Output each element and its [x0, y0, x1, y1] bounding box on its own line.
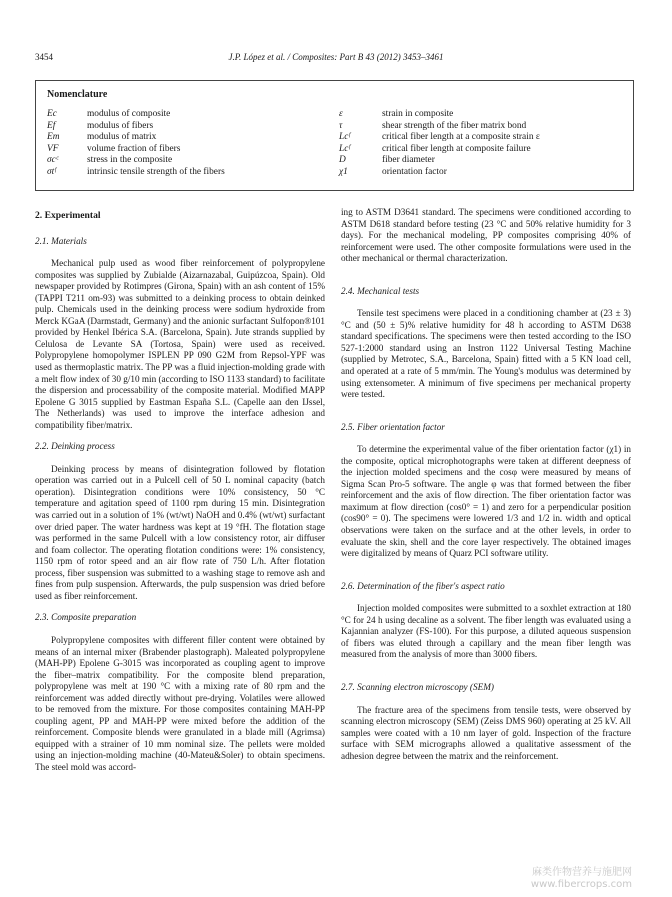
nomenclature-desc: modulus of matrix — [87, 132, 157, 142]
section-heading: 2. Experimental — [35, 210, 101, 221]
subsection-heading: 2.7. Scanning electron microscopy (SEM) — [341, 681, 494, 692]
paragraph: Polypropylene composites with different filler content were obtained by means of an internal mixer (Brabender plastograph). Maleated polypropylene (MAH-PP) Epolene G-3015 was incorporated as coupling agent to improve the fiber–matrix compatibility. For the composite blend preparation, polypropylene was melt at 190 °C with a mixing rate of 80 rpm and the reinforcement was added directly without pre-drying. Volatiles were allowed to be removed from the mixture. For those composites containing MAH-PP coupling agent, PP and MAH-PP were mixed before the addition of the reinforcement. Composite blends were granulated in a blade mill (Agrimsa) equipped with a strainer of 10 mm nominal size. The pellets were molded using an injection-molding machine (40-Mateu&Soler) to obtain specimens. The steel mold was accord- — [35, 634, 325, 772]
paragraph: To determine the experimental value of the fiber orientation factor (χ1) in the composite, optical microphotographs were taken at different deepness of the injection molded specimens and the cosφ were measured by means of Sigma Scan Pro-5 software. The angle φ was that formed between the fiber reinforcement and the axis of flow direction. The fiber orientation factor was maximum at flow direction (cos0° = 1) and zero for a perpendicular position (cos90° = 0). The specimens were lowered 1/3 and 1/2 in. width and optical observations were taken on the surface and at the other levels, in order to evaluate the skin, shell and the core layer respectively. The obtained images were digitalized by means of Quarz PCI software utility. — [341, 444, 631, 559]
paragraph: ing to ASTM D3641 standard. The specimens were conditioned according to ASTM D618 standard before testing (23 °C and 50% relative humidity for 3 days). For the mechanical modeling, PP composites comprising 40% of reinforcement were used. The other composite formulations were used in the other mechanical or thermal characterization. — [341, 207, 631, 264]
subsection-heading: 2.3. Composite preparation — [35, 612, 137, 623]
nomenclature-entry — [339, 144, 540, 156]
nomenclature-symbol: Lcᶠ — [339, 143, 351, 154]
nomenclature-right-list — [339, 109, 540, 178]
nomenclature-symbol: Ec — [47, 109, 57, 119]
left-column — [35, 207, 325, 784]
subsection-heading: 2.1. Materials — [35, 235, 87, 246]
nomenclature-entry — [47, 109, 225, 121]
running-head: J.P. López et al. / Composites: Part B 43 (2012) 3453–3461 — [228, 52, 444, 62]
nomenclature-symbol: D — [339, 155, 346, 165]
nomenclature-desc: modulus of composite — [87, 109, 171, 119]
page-number: 3454 — [35, 52, 53, 62]
subsection-heading: 2.2. Deinking process — [35, 441, 115, 452]
nomenclature-entry — [47, 121, 225, 133]
nomenclature-desc: orientation factor — [382, 166, 447, 177]
nomenclature-desc: critical fiber length at composite failure — [382, 143, 531, 154]
nomenclature-desc: intrinsic tensile strength of the fibers — [87, 166, 225, 177]
nomenclature-entry — [339, 121, 540, 133]
nomenclature-entry — [339, 167, 540, 179]
paragraph: Tensile test specimens were placed in a conditioning chamber at (23 ± 3) °C and (50 ± 5)% relative humidity for 48 h according to ASTM D638 standard specifications. The specimens were then tested according to the ISO 527-1:2000 standard using an Instron 1122 Universal Testing Machine (supplied by Metrotec, S.A., Barcelona, Spain) fitted with a 5 KN load cell, and operated at a rate of 5 mm/min. The Young's modulus was determined by using extensometer. A minimum of five specimens per mechanical property were tested. — [341, 308, 631, 400]
nomenclature-entry — [47, 132, 225, 144]
nomenclature-entry — [339, 109, 540, 121]
nomenclature-symbol: VF — [47, 143, 59, 154]
watermark-line: 麻类作物营养与施肥网 — [532, 867, 632, 878]
watermark — [531, 867, 632, 891]
nomenclature-desc: fiber diameter — [382, 155, 435, 165]
paragraph: Injection molded composites were submitted to a soxhlet extraction at 180 °C for 24 h using decaline as a solvent. The fiber length was evaluated using a Kajannian analyzer (FS-100). For this purpose, a diluted aqueous suspension of fibers was eluted through a capillary and the mean fiber length was measured from the analysis of more than 3000 fibers. — [341, 603, 631, 660]
nomenclature-entry — [339, 155, 540, 167]
nomenclature-symbol: σcᶜ — [47, 155, 59, 165]
nomenclature-box — [35, 80, 634, 191]
subsection-heading: 2.4. Mechanical tests — [341, 285, 420, 296]
nomenclature-entry — [47, 167, 225, 179]
nomenclature-left-list — [47, 109, 225, 178]
nomenclature-desc: stress in the composite — [87, 155, 173, 165]
nomenclature-symbol: Em — [47, 132, 60, 142]
nomenclature-desc: shear strength of the fiber matrix bond — [382, 120, 527, 131]
nomenclature-entry — [47, 144, 225, 156]
paragraph: Deinking process by means of disintegration followed by flotation operation was carried out in a Pulcell cell of 50 L nominal capacity (batch operation). Disintegration conditions were 10% consistency, 50 °C temperature and agitation speed of 1100 rpm during 15 min. Disintegration was carried out in a solution of 1% (wt/wt) NaOH and 0.4% (wt/wt) surfactant over dried paper. The water hardness was kept at 19 °fH. The flotation stage was performed in the same Pulcell with a low consistency rotor, air diffuser and foam collector. The operating flotation conditions were: 1% consistency, 1150 rpm of rotor speed and an air flow rate of 750 L/h. After flotation process, fiber suspension was submitted to a washing stage to remove ash and fines from pulp suspension. Afterwards, the pulp suspension was dried before used as fiber reinforcement. — [35, 463, 325, 601]
nomenclature-desc: strain in composite — [382, 109, 454, 119]
nomenclature-symbol: χ1 — [339, 166, 348, 177]
nomenclature-symbol: Ef — [47, 120, 56, 131]
watermark-line: www.fibercrops.com — [530, 879, 632, 890]
nomenclature-symbol: Lcᶠ — [339, 132, 351, 142]
paragraph: Mechanical pulp used as wood fiber reinforcement of polypropylene composites was supplied by Zubialde (Aizarnazabal, Guipúzcoa, Spain). Old newspaper provided by Rotimpres (Girona, Spain) with an ash content of 15% (TAPPI T211 om-93) was submitted to a deinking process to obtain deinked pulp. Chemicals used in the deinking process were sodium hydroxide from Merck KGaA (Darmstadt, Germany) and the anionic surfactant Sulfopon®101 provided by Henkel Ibérica S.A. (Barcelona, Spain). Jute strands supplied by Celulosa de Levante SA (Tortosa, Spain) were used as received. Polypropylene homopolymer ISPLEN PP 090 G2M from Repsol-YPF was used as thermoplastic matrix. The PP was a fluid injection-molding grade with a melt flow index of 30 g/10 min (according to ISO 1133 standard) to facilitate the dispersion and processability of the composite material. Modified MAPP Epolene G 3015 supplied by Eastman España S.L. (Capelle aan den IJssel, The Netherlands) was used to improve the interface adhesion and compatibility fiber/matrix. — [35, 258, 326, 430]
paragraph: The fracture area of the specimens from tensile tests, were observed by scanning electron microscopy (SEM) (Zeiss DMS 960) operating at 25 kV. All samples were coated with a 10 nm layer of gold. Inspection of the fracture surface with SEM micrographs allowed a qualitative assessment of the adhesion degree between the matrix and the reinforcement. — [341, 704, 631, 761]
nomenclature-title: Nomenclature — [47, 89, 108, 100]
right-column — [341, 207, 631, 772]
subsection-heading: 2.5. Fiber orientation factor — [341, 421, 445, 432]
subsection-heading: 2.6. Determination of the fiber's aspect ratio — [341, 580, 505, 591]
nomenclature-symbol: σtᶠ — [47, 166, 56, 177]
nomenclature-desc: critical fiber length at a composite strain ε — [382, 132, 540, 142]
nomenclature-entry — [339, 132, 540, 144]
nomenclature-symbol: ε — [339, 109, 343, 119]
nomenclature-symbol: τ — [339, 120, 343, 131]
nomenclature-desc: volume fraction of fibers — [87, 143, 181, 154]
nomenclature-entry — [47, 155, 225, 167]
nomenclature-desc: modulus of fibers — [87, 120, 154, 131]
